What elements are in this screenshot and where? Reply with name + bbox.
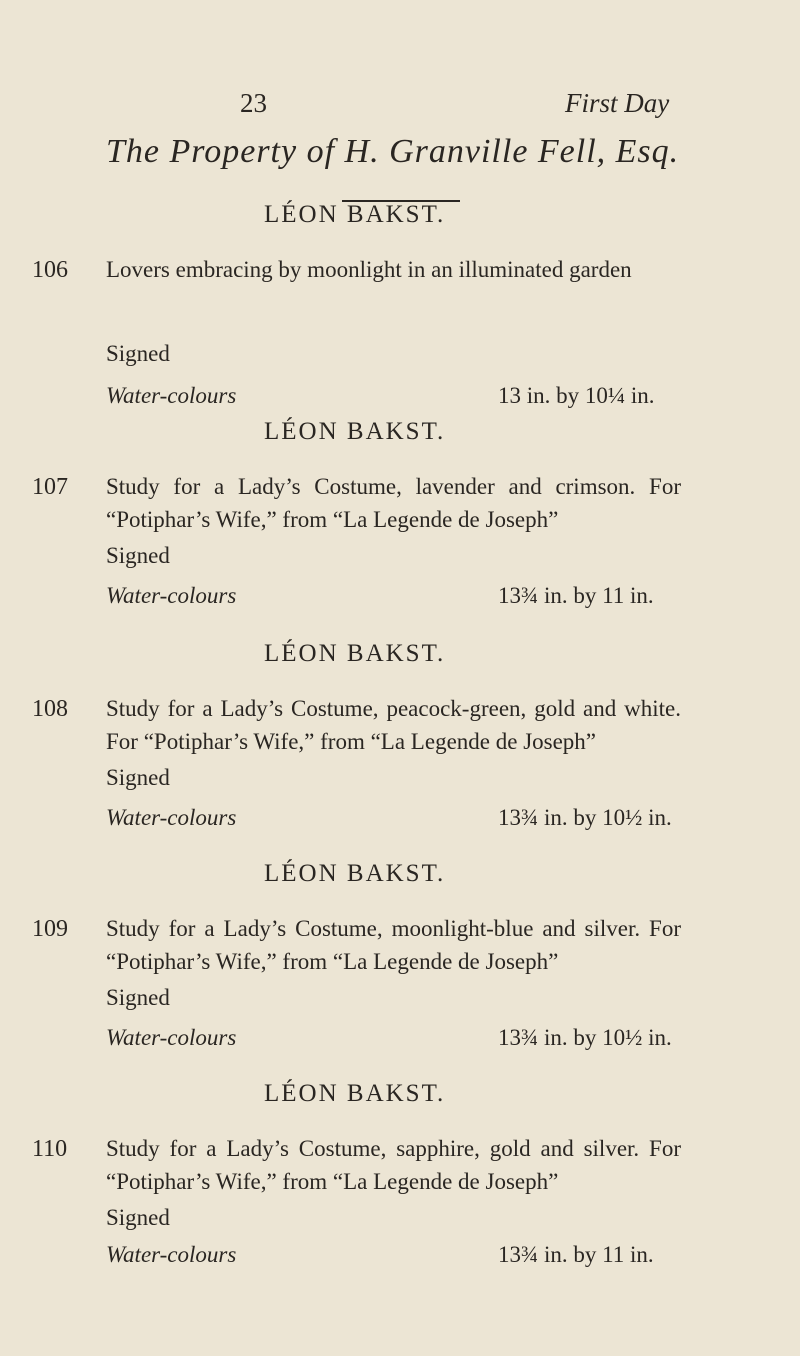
lot-signed: Signed: [106, 765, 170, 790]
lot-signed: Signed: [106, 543, 170, 568]
lot-medium: Water-colours: [106, 383, 237, 408]
lot-title: Study for a Lady’s Costume, moonlight-blue and silver. For “Potiphar’s Wife,” from “La Legende de Joseph”: [106, 916, 681, 974]
lot-size: 13¾ in. by 11 in.: [498, 1242, 654, 1267]
lot-title: Study for a Lady’s Costume, lavender and crimson. For “Potiphar’s Wife,” from “La Legende de Joseph”: [106, 474, 681, 532]
sale-day: First Day: [565, 88, 670, 118]
artist-name: LÉON BAKST.: [264, 640, 446, 667]
lot-signed: Signed: [106, 1205, 170, 1230]
lot-signed: Signed: [106, 341, 170, 366]
lot-medium: Water-colours: [106, 805, 237, 830]
lot-title: Study for a Lady’s Costume, sapphire, gold and silver. For “Potiphar’s Wife,” from “La Legende de Joseph”: [106, 1136, 681, 1194]
lot-number: 109: [32, 916, 68, 942]
lot-signed: Signed: [106, 985, 170, 1010]
lot-size: 13¾ in. by 10½ in.: [498, 805, 672, 830]
lot-size: 13¾ in. by 11 in.: [498, 583, 654, 608]
lot-title: Lovers embracing by moonlight in an illuminated garden: [106, 257, 632, 282]
lot-medium: Water-colours: [106, 583, 237, 608]
lot-title: Study for a Lady’s Costume, peacock-green, gold and white. For “Potiphar’s Wife,” from “La Legende de Joseph”: [106, 696, 681, 754]
artist-name: LÉON BAKST.: [264, 1080, 446, 1107]
artist-name: LÉON BAKST.: [264, 860, 446, 887]
lot-number: 106: [32, 257, 68, 283]
lot-size: 13¾ in. by 10½ in.: [498, 1025, 672, 1050]
lot-number: 110: [32, 1136, 68, 1162]
lot-size: 13 in. by 10¼ in.: [498, 383, 655, 408]
artist-name: LÉON BAKST.: [264, 201, 446, 228]
lot-number: 107: [32, 474, 68, 500]
lot-medium: Water-colours: [106, 1242, 237, 1267]
lot-medium: Water-colours: [106, 1025, 237, 1050]
lot-number: 108: [32, 696, 68, 722]
lot-entry: [0, 1080, 800, 1340]
artist-name: LÉON BAKST.: [264, 418, 446, 445]
section-heading: The Property of H. Granville Fell, Esq.: [106, 133, 680, 170]
page-number: 23: [240, 88, 267, 118]
lot-entry: [0, 418, 800, 678]
